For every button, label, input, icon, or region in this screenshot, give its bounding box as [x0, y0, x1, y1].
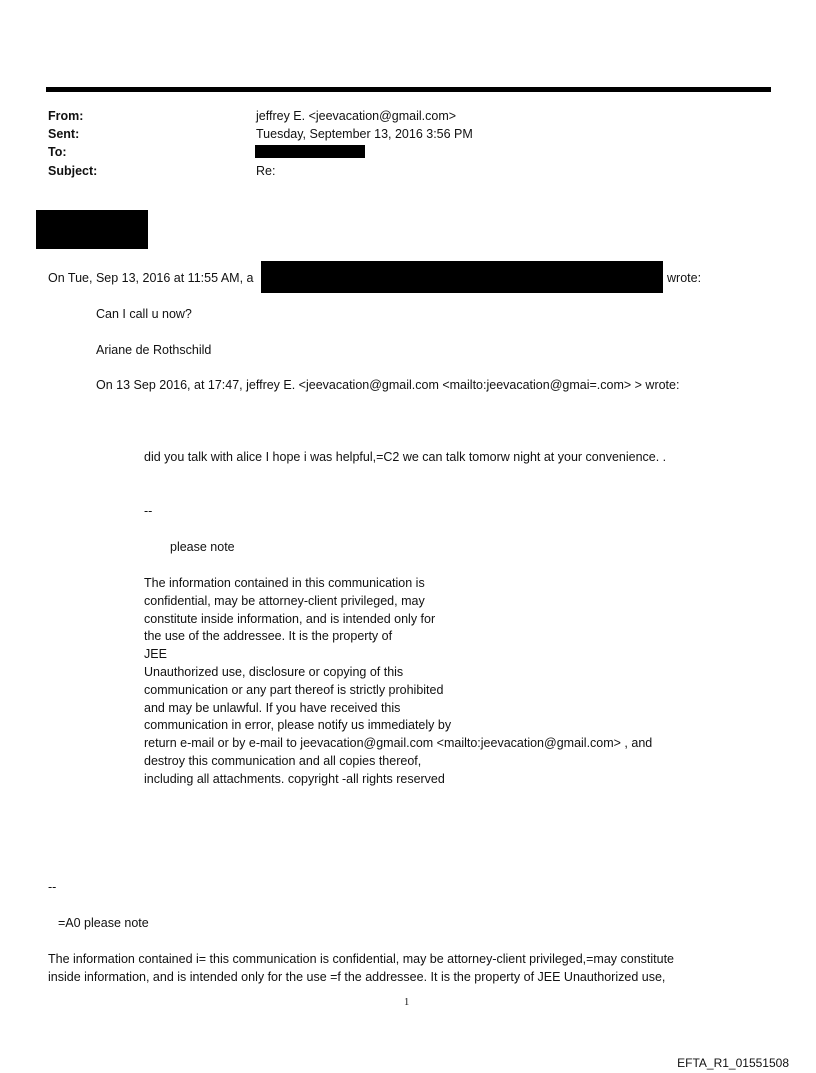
on-line-suffix: wrote: — [667, 271, 702, 285]
disclaimer-line: constitute inside information, and is intended only for — [144, 611, 436, 626]
subject-value: Re: — [256, 164, 276, 178]
from-label: From: — [48, 109, 84, 123]
outer-please-note: =A0 please note — [58, 916, 149, 930]
from-value: jeffrey E. <jeevacation@gmail.com> — [256, 109, 457, 123]
on-line-prefix: On Tue, Sep 13, 2016 at 11:55 AM, a — [48, 271, 254, 285]
subject-label: Subject: — [48, 164, 98, 178]
quoted-header: On 13 Sep 2016, at 17:47, jeffrey E. <jeevacation@gmail.com <mailto:jeevacation@gmai=.com> > wrote: — [96, 378, 680, 392]
sent-value: Tuesday, September 13, 2016 3:56 PM — [256, 127, 473, 141]
address-redaction — [261, 261, 663, 293]
to-label: To: — [48, 145, 67, 159]
disclaimer-line: and may be unlawful. If you have received this — [144, 700, 401, 715]
reply-line: Can I call u now? — [96, 307, 192, 321]
disclaimer-line: The information contained in this communication is — [144, 576, 425, 590]
disclaimer-line: Unauthorized use, disclosure or copying of this — [144, 664, 404, 679]
sender-redaction — [36, 210, 148, 249]
document-id: EFTA_R1_01551508 — [677, 1056, 789, 1070]
sent-label: Sent: — [48, 127, 80, 141]
signature-dashes: -- — [144, 504, 153, 518]
disclaimer-line: the use of the addressee. It is the property of — [144, 629, 393, 644]
disclaimer-line: including all attachments. copyright -all rights reserved — [144, 771, 445, 786]
outer-dashes: -- — [48, 880, 57, 894]
disclaimer-line: return e-mail or by e-mail to jeevacation@gmail.com <mailto:jeevacation@gmail.com> , and — [144, 736, 653, 751]
outer-disclaimer-line-2: inside information, and is intended only for the use =f the addressee. It is the property of JEE Unauthorized use, — [48, 970, 666, 984]
disclaimer-line: communication or any part thereof is strictly prohibited — [144, 682, 444, 697]
disclaimer-block — [144, 575, 652, 789]
disclaimer-line: destroy this communication and all copies thereof, — [144, 753, 422, 768]
signature: Ariane de Rothschild — [96, 343, 212, 357]
disclaimer-line: JEE — [144, 647, 167, 662]
please-note: please note — [170, 540, 235, 554]
quoted-message: did you talk with alice I hope i was helpful,=C2 we can talk tomorw night at your convenience. . — [144, 450, 667, 464]
disclaimer-line: communication in error, please notify us immediately by — [144, 718, 452, 733]
disclaimer-line: confidential, may be attorney-client privileged, may — [144, 593, 425, 608]
header-rule — [46, 87, 771, 92]
to-redaction — [255, 145, 365, 158]
outer-disclaimer-line-1: The information contained i= this communication is confidential, may be attorney-client privileged,=may constitute — [48, 952, 675, 966]
page-number: 1 — [404, 997, 410, 1008]
